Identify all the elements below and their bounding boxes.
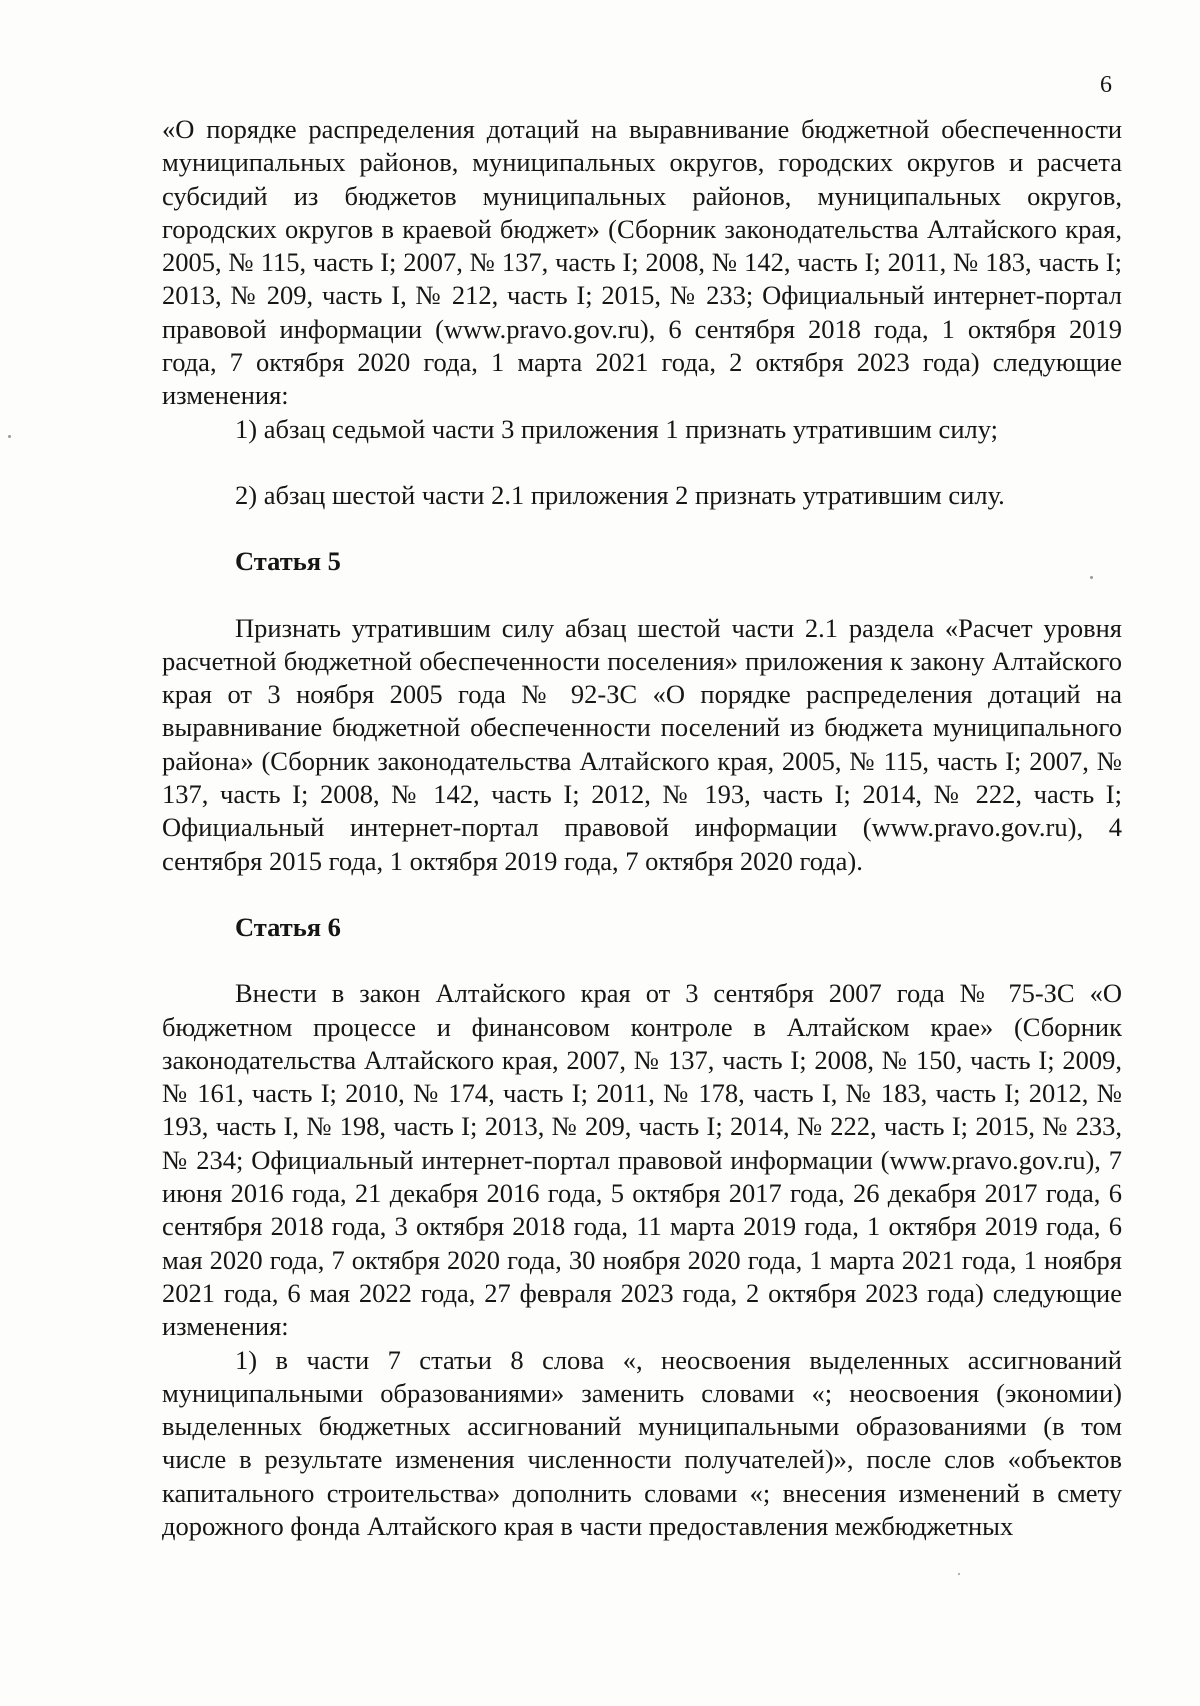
- article4-item-1: 1) абзац седьмой части 3 приложения 1 признать утратившим силу;: [235, 413, 998, 444]
- page-number: 6: [1100, 72, 1112, 98]
- article5-heading: Статья 5: [235, 546, 341, 577]
- scan-speck: [958, 1573, 960, 1575]
- scan-speck: [1090, 576, 1093, 579]
- article6-paragraph: Внести в закон Алтайского края от 3 сентября 2007 года № 75-ЗС «О бюджетном процессе и финансовом контроле в Алтайском крае» (Сборник законодательства Алтайского края, 2007, № 137, часть I; 2008, № 150, часть I; 2009, № 161, часть I; 2010, № 174, часть I; 2011, № 178, часть I, № 183, часть I; 2012, № 193, часть I, № 198, часть I; 2013, № 209, часть I; 2014, № 222, часть I; 2015, № 233, № 234; Официальный интернет-портал правовой информации (www.pravo.gov.ru), 7 июня 2016 года, 21 декабря 2016 года, 5 октября 2017 года, 26 декабря 2017 года, 6 сентября 2018 года, 3 октября 2018 года, 11 марта 2019 года, 1 октября 2019 года, 6 мая 2020 года, 7 октября 2020 года, 30 ноября 2020 года, 1 марта 2021 года, 1 ноября 2021 года, 6 мая 2022 года, 27 февраля 2023 года, 2 октября 2023 года) следующие изменения:: [162, 978, 1122, 1342]
- article4-continuation-paragraph: «О порядке распределения дотаций на выравнивание бюджетной обеспеченности муниципальных районов, муниципальных округов, городских округов и расчета субсидий из бюджетов муниципальных районов, муниципальных округов, городских округов в краевой бюджет» (Сборник законодательства Алтайского края, 2005, № 115, часть I; 2007, № 137, часть I; 2008, № 142, часть I; 2011, № 183, часть I; 2013, № 209, часть I, № 212, часть I; 2015, № 233; Официальный интернет-портал правовой информации (www.pravo.gov.ru), 6 сентября 2018 года, 1 октября 2019 года, 7 октября 2020 года, 1 марта 2021 года, 2 октября 2023 года) следующие изменения:: [162, 114, 1122, 411]
- article4-item-2: 2) абзац шестой части 2.1 приложения 2 признать утратившим силу.: [235, 479, 1005, 510]
- scan-speck: [8, 435, 11, 438]
- article6-item-1: 1) в части 7 статьи 8 слова «, неосвоения выделенных ассигнований муниципальными образованиями» заменить словами «; неосвоения (экономии) выделенных бюджетных ассигнований муниципальными образованиями (в том числе в результате изменения численности получателей)», после слов «объектов капитального строительства» дополнить словами «; внесения изменений в смету дорожного фонда Алтайского края в части предоставления межбюджетных: [162, 1344, 1122, 1541]
- article6-heading: Статья 6: [235, 911, 341, 942]
- article5-paragraph: Признать утратившим силу абзац шестой части 2.1 раздела «Расчет уровня расчетной бюджетной обеспеченности поселения» приложения к закону Алтайского края от 3 ноября 2005 года № 92-ЗС «О порядке распределения дотаций на выравнивание бюджетной обеспеченности поселений из бюджета муниципального района» (Сборник законодательства Алтайского края, 2005, № 115, часть I; 2007, № 137, часть I; 2008, № 142, часть I; 2012, № 193, часть I; 2014, № 222, часть I; Официальный интернет-портал правовой информации (www.pravo.gov.ru), 4 сентября 2015 года, 1 октября 2019 года, 7 октября 2020 года).: [162, 612, 1122, 876]
- document-body: [162, 113, 1122, 1543]
